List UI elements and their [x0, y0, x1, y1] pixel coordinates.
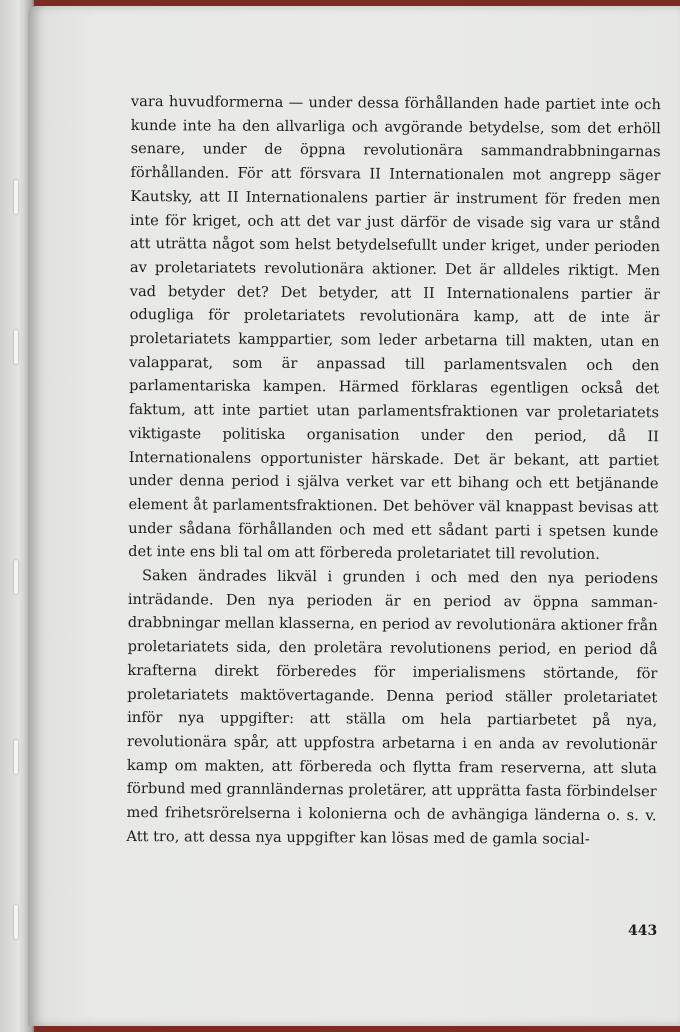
binding-mark [14, 905, 18, 939]
binding-mark [14, 180, 18, 214]
binding-mark [14, 560, 18, 594]
page-body-text [126, 90, 661, 852]
paragraph-2: Saken ändrades likväl i grunden i och med den nya periodens inträdande. Den nya perioden är en period av öppna sammandrabbningar mellan klasserna, en period av revolutionära aktioner från proletariatets sida, den proletära revolutionens period, en period då krafterna direkt förberedes för imperialismens störtande, för proletariatets maktövertagande. Denna period ställer proletariatet inför nya uppgifter: att ställa om hela partiarbetet på nya, revolutionära spår, att uppfostra arbetarna i en anda av revolutionär kamp om makten, att förbereda och flytta fram reserverna, att sluta förbund med grannländernas proletärer, att upprätta fasta förbindelser med frihetsrörelserna i kolonierna och de avhängiga länderna o. s. v. Att tro, att dessa nya uppgifter kan lösas med de gamla social- [126, 567, 659, 848]
binding-mark [14, 740, 18, 774]
page-number: 443 [628, 923, 658, 939]
book-page [28, 6, 680, 1026]
paragraph-1: vara huvudformerna — under dessa förhållanden hade partiet inte och kunde inte ha den allvarliga och avgörande betydelse, som det erhöll senare, under de öppna revolutionära sammandrabbningarnas förhållanden. För att försvara II Internationalen mot angrepp säger Kautsky, att II Internationalens partier är instrument för freden men inte för kriget, och att det var just därför de visade sig vara ur stånd att uträtta något som helst betydelsefullt under kriget, under perioden av proletariatets revolutionära aktioner. Det är alldeles riktigt. Men vad betyder det? Det betyder, att II Internationalens partier är odugliga för proletariatets revolutionära kamp, att de inte är proletariatets kamppartier, som leder arbetarna till makten, utan en valapparat, som är anpassad till parlamentsvalen och den parlamentariska kampen. Härmed förklaras egentligen också det faktum, att inte partiet utan parlamentsfraktionen var proletariatets viktigaste politiska organisation under den period, då II Internationalens opportunister härskade. Det är bekant, att partiet under denna period i själva verket var ett bihang och ett betjänande element åt parlamentsfraktionen. Det behöver väl knappast bevisas att under sådana förhållanden och med ett sådant parti i spetsen kunde det inte ens bli tal om att förbereda proletariatet till revolution. [128, 92, 661, 564]
binding-mark [14, 330, 18, 364]
